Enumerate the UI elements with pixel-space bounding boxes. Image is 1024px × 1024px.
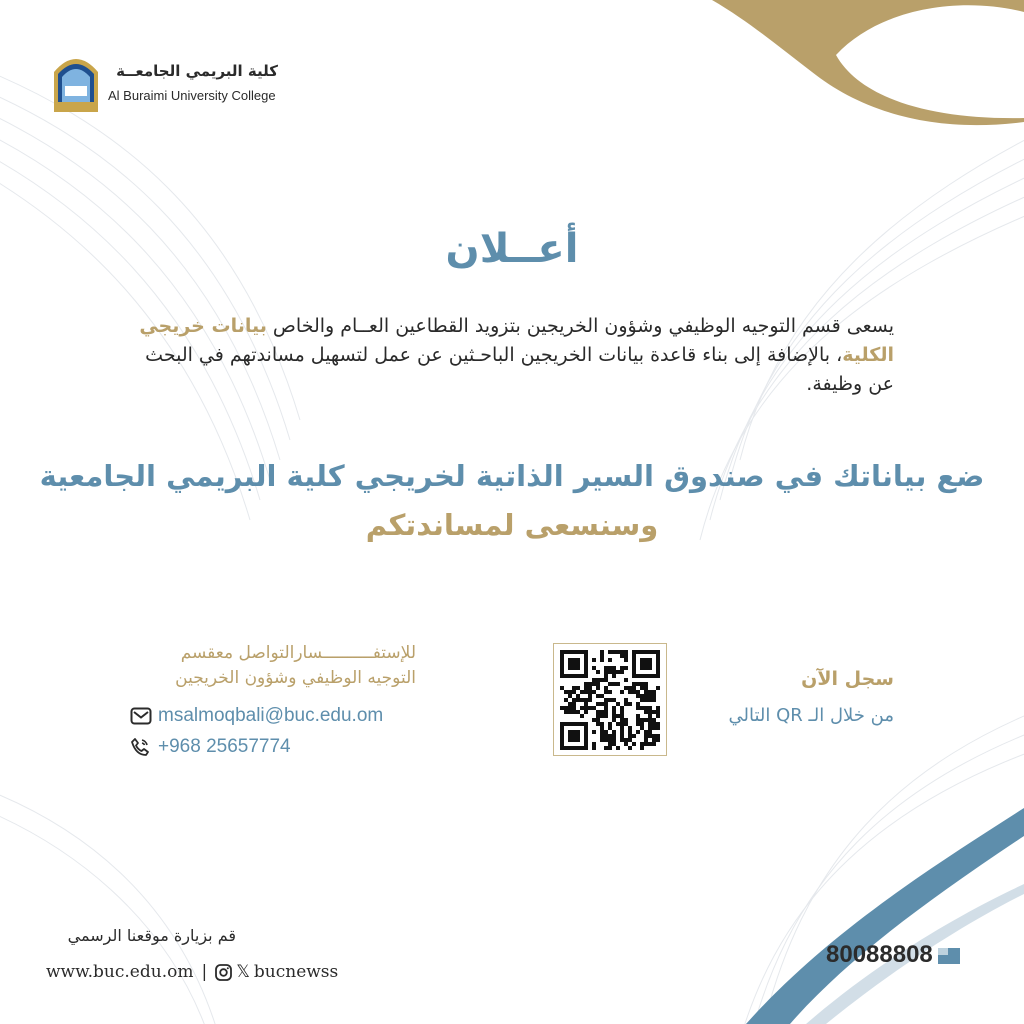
x-icon[interactable]: 𝕏 xyxy=(236,962,250,982)
footer-separator: | xyxy=(201,962,208,982)
qr-code[interactable] xyxy=(553,643,667,756)
qr-code-icon xyxy=(560,650,660,750)
contact-phone-row[interactable] xyxy=(130,735,291,759)
slogan-line-1: ضع بياناتك في صندوق السير الذاتية لخريجي كلية البريمي الجامعية xyxy=(39,459,985,493)
website-link[interactable]: www.buc.edu.om xyxy=(46,962,194,982)
contact-heading xyxy=(110,641,416,691)
intro-text-part2: ، بالإضافة إلى بناء قاعدة بيانات الخريجين الباحـثين عن عمل لتسهيل مساندتهم في البحث عن وظيفة. xyxy=(145,344,894,395)
college-logo xyxy=(50,52,282,114)
instagram-icon[interactable] xyxy=(215,963,233,981)
mail-icon xyxy=(130,705,152,727)
toll-free-digits[interactable]: 80088808 xyxy=(826,941,933,968)
intro-paragraph xyxy=(114,312,894,399)
intro-highlight: بيانات خريجي الكلية xyxy=(139,315,894,366)
social-handle[interactable]: bucnewss xyxy=(253,962,339,982)
college-name-english: Al Buraimi University College xyxy=(108,88,276,103)
contact-heading-line2: التوجيه الوظيفي وشؤون الخريجين xyxy=(175,668,416,688)
toll-free-badge-icon xyxy=(935,944,963,966)
college-name-arabic: كلية البريمي الجامعــة xyxy=(116,62,278,80)
register-subtitle: من خلال الـ QR التالي xyxy=(728,705,894,726)
contact-heading-line1: للإستفــــــــــسارالتواصل معقسم xyxy=(180,643,416,663)
university-emblem-icon xyxy=(50,52,102,114)
footer-links xyxy=(46,960,338,984)
phone-icon xyxy=(130,736,152,758)
toll-free-number xyxy=(826,940,963,970)
contact-email-row[interactable] xyxy=(130,704,383,728)
contact-phone[interactable]: +968 25657774 xyxy=(158,736,291,757)
intro-text-part1: يسعى قسم التوجيه الوظيفي وشؤون الخريجين بتزويد القطاعين العــام والخاص xyxy=(266,315,894,337)
visit-website-text: قم بزيارة موقعنا الرسمي xyxy=(67,926,236,945)
slogan-line-2: وسنسعى لمساندتكم xyxy=(365,508,659,542)
announcement-heading: أعــلان xyxy=(445,226,579,272)
contact-email[interactable]: msalmoqbali@buc.edu.om xyxy=(158,705,384,726)
register-title: سجل الآن xyxy=(801,668,894,690)
